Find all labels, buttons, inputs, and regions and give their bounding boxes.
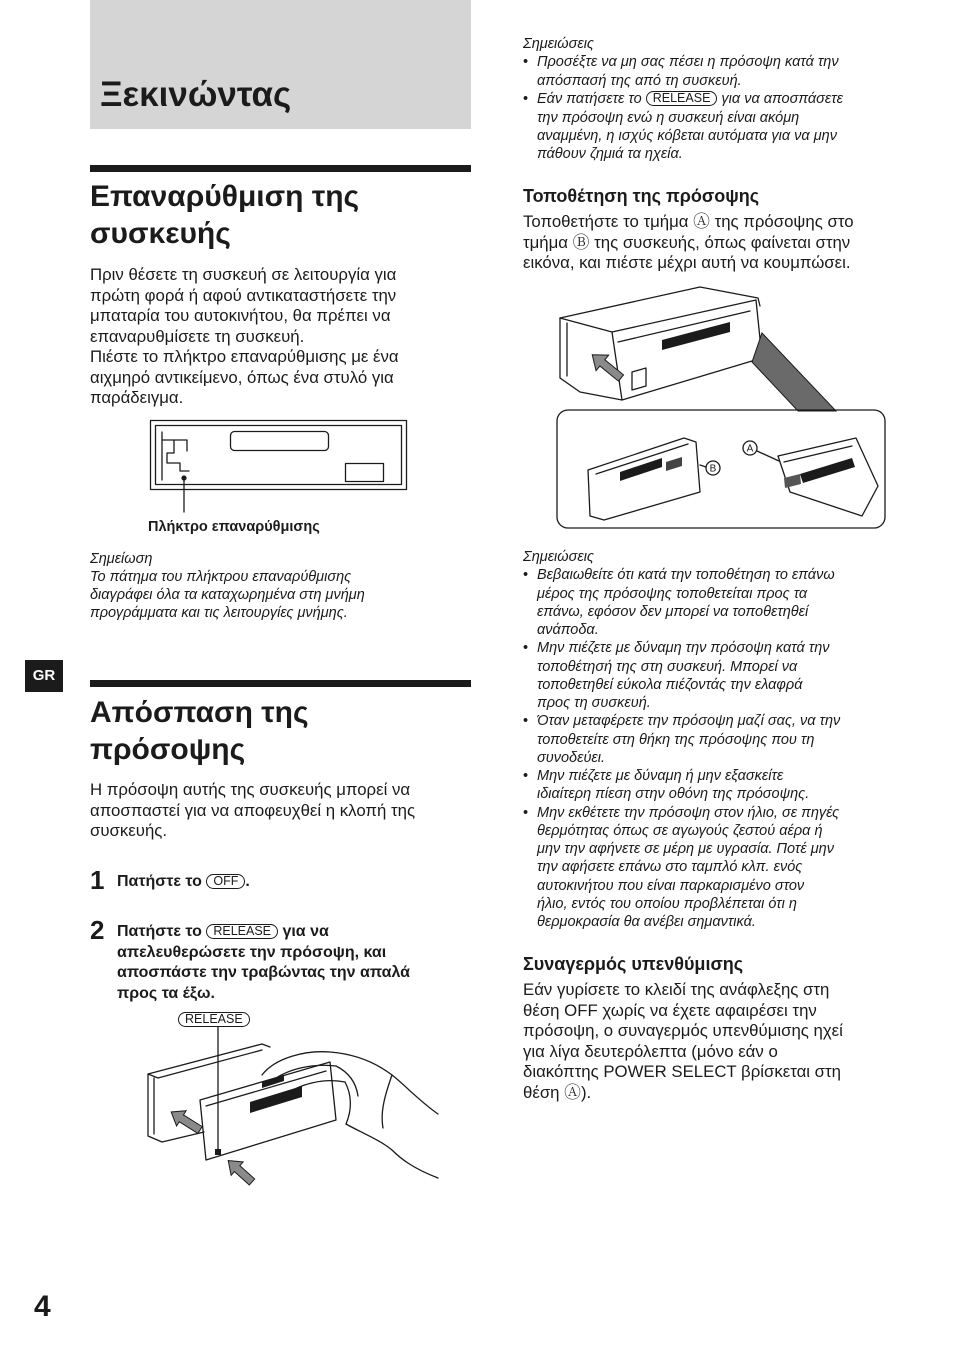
note-line: απόσπασή της από τη συσκευή. (537, 72, 742, 89)
detach-figure (140, 1026, 440, 1188)
body-line: Πιέστε το πλήκτρο επαναρύθμισης με ένα (90, 347, 399, 366)
section-rule (90, 680, 471, 687)
label-a-leader (757, 451, 779, 461)
step-1-text (117, 872, 250, 893)
note-text: για να αποσπάσετε (717, 91, 844, 108)
note-text: Εάν πατήσετε το (537, 91, 646, 108)
reset-heading (90, 178, 359, 252)
note-label: Σημειώσεις (523, 36, 594, 52)
step-text: για να (278, 923, 329, 940)
body-line: θέση Ⓐ). (523, 1082, 592, 1102)
note-line: ανάποδα. (537, 622, 599, 638)
unit-small-panel (346, 464, 384, 482)
page-number: 4 (34, 1290, 51, 1323)
note-line: ιδιαίτερη πίεση στην οθόνη της πρόσοψης. (537, 786, 810, 803)
body-line: μπαταρία του αυτοκινήτου, θα πρέπει να (90, 306, 391, 325)
heading-line: Απόσπαση της (90, 696, 309, 729)
release-button-label: RELEASE (206, 924, 278, 939)
figure-release-label: RELEASE (178, 1012, 250, 1027)
faceplate (612, 300, 762, 400)
note-line: • Βεβαιωθείτε ότι κατά την τοποθέτηση το επάνω (523, 566, 840, 584)
label-a: A (746, 443, 754, 455)
note-label: Σημείωση (90, 551, 153, 567)
reset-body (90, 265, 399, 409)
hand (262, 1052, 438, 1178)
note-line: την αφήσετε επάνω στο ταμπλό κλπ. ενός (537, 859, 803, 876)
chapter-title: Ξεκινώντας (100, 75, 292, 114)
step-text: Πατήστε το (117, 923, 207, 940)
step-text: Πατήστε το (117, 873, 207, 890)
note-line: • Μην πιέζετε με δύναμη ή μην εξασκείτε (523, 767, 840, 785)
body-line: διακόπτης POWER SELECT βρίσκεται στη (523, 1062, 841, 1082)
step-text: . (245, 873, 250, 890)
step-number: 2 (90, 915, 105, 945)
note-line: πάθουν ζημιά τα ηχεία. (537, 146, 683, 163)
body-line: αιχμηρό αντικείμενο, όπως ένα στυλό για (90, 367, 394, 387)
heading-line: Επαναρύθμιση της (90, 180, 360, 213)
body-line: πρώτη φορά ή αφού αντικαταστήσετε την (90, 285, 397, 305)
unit-bracket (162, 432, 189, 480)
insert-arrow (586, 347, 627, 386)
notes-top (523, 35, 843, 164)
body-line: αποσπαστεί για να αποφευχθεί η κλοπή της (90, 800, 416, 820)
unit-slot (231, 432, 329, 451)
body-line: για λίγα δευτερόλεπτα (μόνο εάν ο (523, 1041, 778, 1061)
notes-bottom (523, 548, 840, 931)
unit-part-b (588, 438, 700, 520)
body-line: εικόνα, και πιέστε μέχρι αυτή να κουμπώσει. (523, 253, 851, 272)
note-line: τοποθετείτε στη θήκη της πρόσοψης που τη (537, 731, 815, 748)
heading-line: πρόσοψης (90, 733, 246, 766)
alarm-heading: Συναγερμός υπενθύμισης (523, 954, 744, 974)
figure-caption: Πλήκτρο επαναρύθμισης (148, 519, 320, 535)
note-line: διαγράφει όλα τα καταχωρημένα στη μνήμη (90, 587, 365, 603)
body-line: επαναρυθμίσετε τη συσκευή. (90, 326, 305, 346)
zoom-wedge (752, 333, 836, 411)
faceplate-part-a (778, 438, 878, 516)
note-line: μην την αφήνετε σε μέρη με υγρασία. Ποτέ μην (537, 841, 834, 857)
note-line: θερμότητας όπως σε αγωγούς ζεστού αέρα ή (537, 822, 823, 839)
step-line: προς τα έξω. (117, 984, 215, 1002)
note-line: αυτοκινήτου που είναι παρκαρισμένο στον (537, 877, 805, 894)
note-line: αναμμένη, η ισχύς κόβεται αυτόματα για να μην (537, 128, 837, 145)
step-2-text (117, 922, 410, 1004)
attach-heading: Τοποθέτηση της πρόσοψης (523, 186, 760, 206)
reset-figure (140, 412, 415, 522)
section-rule (90, 165, 471, 172)
attach-figure (550, 280, 890, 534)
note-line: μέρος της πρόσοψης τοποθετείται προς τα (537, 585, 808, 602)
note-line (523, 90, 843, 108)
note-line: • Μην πιέζετε με δύναμη την πρόσοψη κατά την (523, 639, 840, 657)
language-tab: GR (25, 660, 63, 692)
note-line: συνοδεύει. (537, 749, 606, 766)
note-line: Το πάτημα του πλήκτρου επαναρύθμισης (90, 569, 352, 585)
note-line: την πρόσοψη ενώ η συσκευή είναι ακόμη (537, 109, 800, 126)
body-line: τμήμα Ⓑ της συσκευής, όπως φαίνεται στην (523, 232, 851, 252)
detach-body (90, 780, 415, 842)
body-line: Εάν γυρίσετε το κλειδί της ανάφλεξης στη (523, 980, 830, 999)
body-line: Η πρόσοψη αυτής της συσκευής μπορεί να (90, 780, 411, 799)
note-line: • Προσέξτε να μη σας πέσει η πρόσοψη κατά την (523, 53, 843, 71)
off-button-label: OFF (206, 874, 245, 889)
note-line: προς τη συσκευή. (537, 695, 651, 711)
press-arrow (222, 1154, 258, 1188)
step-line (117, 872, 250, 893)
body-line: θέση OFF χωρίς να έχετε αφαιρέσει την (523, 1000, 817, 1020)
alarm-body (523, 980, 843, 1104)
step-number: 1 (90, 865, 105, 895)
note-line: • Όταν μεταφέρετε την πρόσοψη μαζί σας, να την (523, 712, 840, 730)
detach-heading (90, 694, 309, 768)
note-line: τοποθετηθεί εύκολα πιέζοντάς την ελαφρά (537, 676, 803, 693)
release-button-label: RELEASE (646, 91, 718, 106)
unit-body (560, 287, 760, 400)
heading-line: συσκευής (90, 217, 231, 250)
note-line: τοποθέτησή της στη συσκευή. Μπορεί να (537, 658, 798, 675)
step-line: απελευθερώσετε την πρόσοψη, και (117, 943, 387, 961)
note-line: επάνω, εφόσον δεν μπορεί να τοποθετηθεί (537, 603, 809, 620)
release-button (215, 1149, 221, 1155)
note-line: προγράμματα και τις λειτουργίες μνήμης. (90, 605, 348, 621)
reset-note (90, 550, 365, 622)
note-line: θερμοκρασία θα ανέβει σημαντικά. (537, 914, 756, 930)
step-line (117, 922, 410, 943)
label-b: B (709, 463, 717, 475)
note-line: • Μην εκθέτετε την πρόσοψη στον ήλιο, σε πηγές (523, 804, 840, 822)
step-line: αποσπάστε την τραβώντας την απαλά (117, 964, 411, 982)
note-label: Σημειώσεις (523, 549, 594, 565)
attach-body (523, 212, 854, 274)
body-line: συσκευής. (90, 821, 168, 840)
label-b-leader (700, 465, 706, 467)
note-line: ήλιο, εντός του οποίου προβλέπεται ότι η (537, 895, 797, 912)
faceplate (200, 1062, 336, 1160)
body-line: πρόσοψη, ο συναγερμός υπενθύμισης ηχεί (523, 1021, 843, 1041)
body-line: παράδειγμα. (90, 388, 184, 407)
body-line: Πριν θέσετε τη συσκευή σε λειτουργία για (90, 265, 397, 284)
body-line: Τοποθετήστε το τμήμα Ⓐ της πρόσοψης στο (523, 212, 854, 231)
unit-inner-frame (156, 426, 402, 485)
